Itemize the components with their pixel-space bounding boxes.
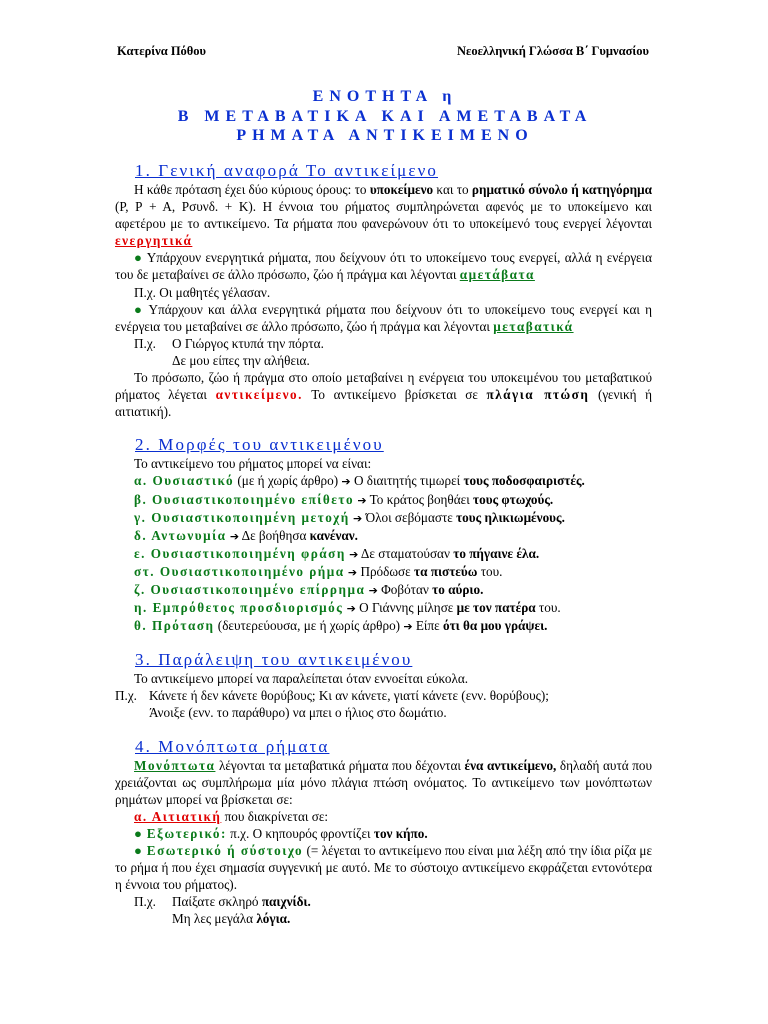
section-1-paragraph-3: ● Υπάρχουν και άλλα ενεργητικά ρήματα που δείχνουν ότι το υποκείμενο τους ενεργεί και η ενέργεια του μεταβαίνει σε άλλο πρόσωπο, ζώο ή πράγμα και λέγονται μεταβατικά [115, 301, 653, 334]
section-1-paragraph-4: Το πρόσωπο, ζώο ή πράγμα στο οποίο μεταβαίνει η ενέργεια του υποκειμένου του μεταβατικού ρήματος λέγεται αντικείμενο. Το αντικείμενο βρίσκεται σε πλάγια πτώση (γενική ή αιτιατική). [115, 370, 652, 420]
form-item-z: ζ. Ουσιαστικοποιημένο επίρρημα ➔ Φοβόταν το αύριο. [134, 581, 484, 597]
document-body [115, 156, 652, 927]
arrow-icon: ➔ [347, 565, 358, 579]
form-item-b: β. Ουσιαστικοποιημένο επίθετο ➔ Το κράτος βοηθάει τους φτωχούς. [134, 491, 554, 507]
section-3-heading: 3. Παράλειψη του αντικειμένου [135, 650, 413, 670]
term-aitiatiki: α. Αιτιατική [134, 808, 222, 824]
arrow-icon: ➔ [353, 511, 363, 525]
section-2-heading: 2. Μορφές του αντικειμένου [135, 435, 384, 455]
term-energitika: ενεργητικά [115, 233, 193, 249]
term-monoptota: Μονόπτωτα [134, 757, 216, 773]
form-item-a: α. Ουσιαστικό (με ή χωρίς άρθρο) ➔ Ο διαιτητής τιμωρεί τους ποδοσφαιριστές. [134, 473, 585, 489]
external-object-line: ● Εξωτερικό: π.χ. Ο κηπουρός φροντίζει τον κήπο. [134, 825, 428, 841]
bullet-icon: ● [134, 301, 144, 317]
section-4-example-2: Μη λες μεγάλα λόγια. [172, 911, 291, 927]
section-4-paragraph-1: Μονόπτωτα λέγονται τα μεταβατικά ρήματα που δέχονται ένα αντικείμενο, δηλαδή αυτά που χρειάζονται ως συμπλήρωμα μία μόνο πλάγια πτώση ονόματος. Το αντικείμενο των μονόπτωτων ρημάτων μπορεί να βρίσκεται σε: [115, 757, 653, 807]
form-item-d: δ. Αντωνυμία ➔ Δε βοήθησα κανέναν. [134, 527, 358, 543]
title-line-2: Β ΜΕΤΑΒΑΤΙΚΑ ΚΑΙ ΑΜΕΤΑΒΑΤΑ [177, 108, 593, 125]
example-label: Π.χ. [115, 688, 137, 704]
arrow-icon: ➔ [346, 602, 356, 616]
example-2-line-2: Δε μου είπες την αλήθεια. [172, 352, 310, 368]
example-label: Π.χ. [134, 335, 156, 351]
form-item-c: γ. Ουσιαστικοποιημένη μετοχή ➔ Όλοι σεβόμαστε τους ηλικιωμένους. [134, 509, 565, 525]
internal-object-paragraph: ● Εσωτερικό ή σύστοιχο (= λέγεται το αντικείμενο που είναι μια λέξη από την ίδια ρίζα με το ρήμα ή που έχει σημασία συγγενική με αυτό. Με το σύστοιχο αντικείμενο εκφράζεται εντονότερα η έννοια του ρήματος). [115, 843, 653, 893]
form-item-st: στ. Ουσιαστικοποιημένο ρήμα ➔ Πρόδωσε τα πιστεύω του. [134, 563, 503, 579]
title-line-3: ΡΗΜΑΤΑ ΑΝΤΙΚΕΙΜΕΝΟ [236, 127, 534, 144]
section-3-example-1: Π.χ. Κάνετε ή δεν κάνετε θορύβους; Κι αν κάνετε, γιατί κάνετε (ενν. θορύβους); [115, 688, 549, 704]
example-1: Π.χ. Οι μαθητές γέλασαν. [134, 284, 271, 300]
section-1-paragraph-1: Η κάθε πρόταση έχει δύο κύριους όρους: το υποκείμενο και το ρηματικό σύνολο ή κατηγόρημα (Ρ, Ρ + Α, Ρσυνδ. + Κ). Η έννοια του ρήματος συμπληρώνεται αφενός με το υποκείμενο και αφετέρου με το αντικείμενο. Τα ρήματα που φανερώνουν ότι το υποκείμενό τους ενεργεί λέγονται ενεργητικά [115, 182, 652, 249]
form-item-i: η. Εμπρόθετος προσδιορισμός ➔ Ο Γιάννης μίλησε με τον πατέρα του. [134, 600, 561, 616]
example-2: Π.χ. Ο Γιώργος κτυπά την πόρτα. [115, 335, 652, 352]
section-3-intro: Το αντικείμενο μπορεί να παραλείπεται όταν εννοείται εύκολα. [134, 671, 469, 687]
arrow-icon: ➔ [357, 493, 367, 507]
form-item-e: ε. Ουσιαστικοποιημένη φράση ➔ Δε σταματούσαν το πήγαινε έλα. [134, 545, 540, 561]
arrow-icon: ➔ [229, 529, 240, 543]
term-antikeimeno: αντικείμενο. [215, 387, 303, 403]
accusative-line: α. Αιτιατική που διακρίνεται σε: [134, 808, 329, 824]
section-1-paragraph-2: ● Υπάρχουν ενεργητικά ρήματα, που δείχνουν ότι το υποκείμενο τους ενεργεί, αλλά η ενέργεια του δε μεταβαίνει σε άλλο πρόσωπο, ζώο ή πράγμα και λέγονται αμετάβατα [115, 250, 652, 283]
header-author: Κατερίνα Πόθου [117, 44, 207, 58]
term-metavatika: μεταβατικά [493, 318, 574, 334]
section-1-heading: 1. Γενική αναφορά Το αντικείμενο [135, 161, 438, 180]
section-2-intro: Το αντικείμενο του ρήματος μπορεί να είναι: [134, 456, 372, 472]
arrow-icon: ➔ [368, 583, 378, 597]
section-4-heading: 4. Μονόπτωτα ρήματα [135, 736, 330, 756]
arrow-icon: ➔ [349, 547, 359, 561]
bullet-icon: ● [134, 843, 142, 858]
section-3-example-2: Άνοιξε (ενν. το παράθυρο) να μπει ο ήλιος στο δωμάτιο. [149, 705, 447, 721]
bullet-icon: ● [134, 825, 142, 841]
example-label: Π.χ. [134, 894, 156, 910]
term-ametavata: αμετάβατα [459, 267, 535, 283]
header-course: Νεοελληνική Γλώσσα Β΄ Γυμνασίου [456, 44, 649, 58]
arrow-icon: ➔ [341, 475, 351, 489]
arrow-icon: ➔ [403, 620, 413, 634]
bullet-icon: ● [134, 250, 143, 266]
form-item-th: θ. Πρόταση (δευτερεύουσα, με ή χωρίς άρθρο) ➔ Είπε ότι θα μου γράψει. [134, 618, 548, 634]
section-4-example-1: Π.χ. Παίξατε σκληρό παιχνίδι. [115, 893, 652, 910]
title-line-1: ΕΝΟΤΗΤΑ η [312, 88, 458, 105]
